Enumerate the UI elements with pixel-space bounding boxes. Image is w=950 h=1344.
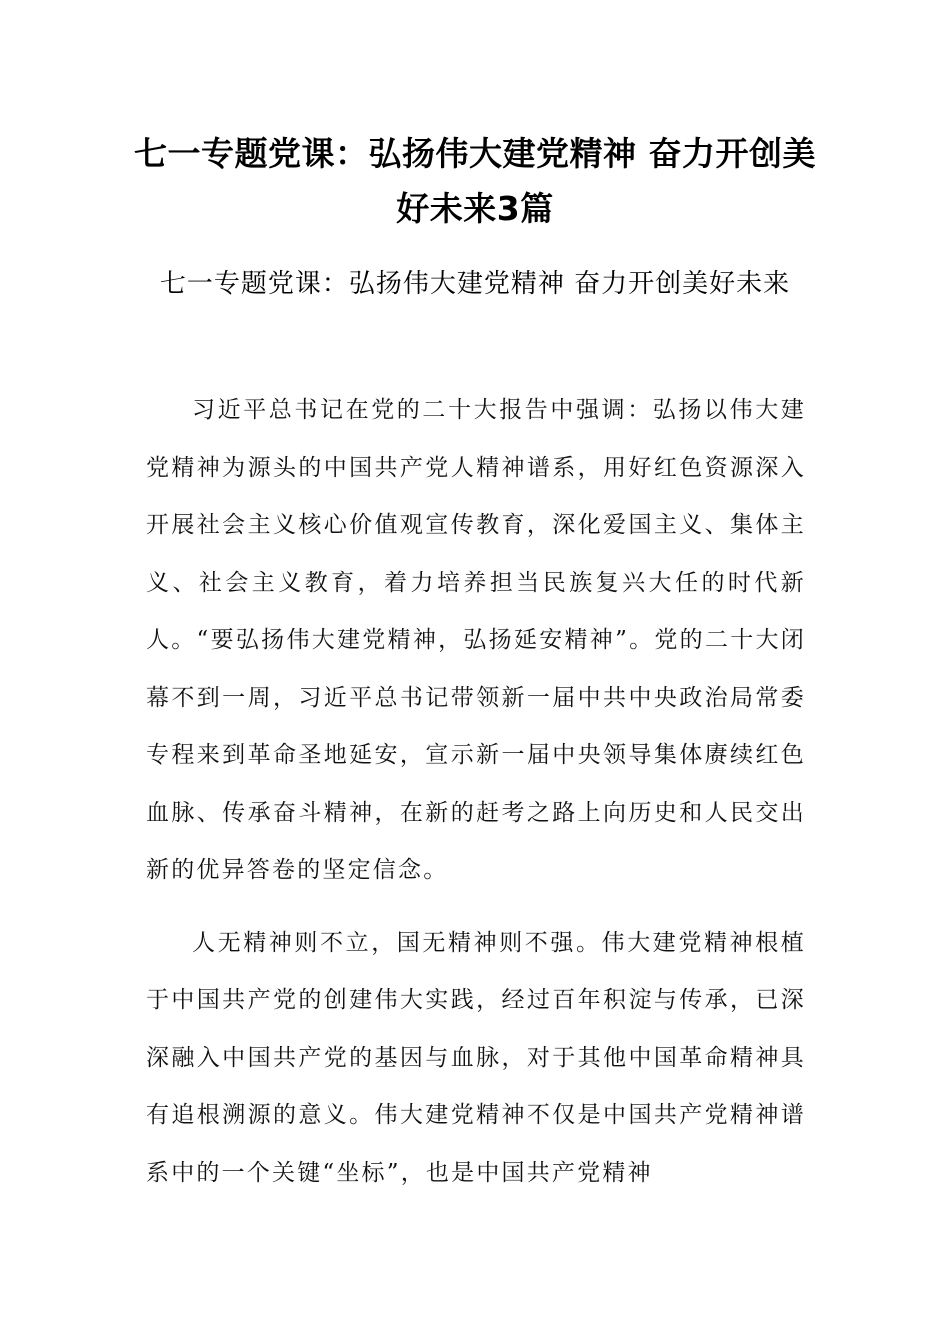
section-title: 七一专题党课：弘扬伟大建党精神 奋力开创美好未来: [159, 269, 791, 299]
document-title: 七一专题党课：弘扬伟大建党精神 奋力开创美好未来3篇: [134, 134, 816, 228]
body-text: [146, 382, 806, 1202]
paragraph-2: 人无精神则不立，国无精神则不强。伟大建党精神根植于中国共产党的创建伟大实践，经过百年积淀与传承，已深深融入中国共产党的基因与血脉，对于其他中国革命精神具有追根溯源的意义。伟大建党精神不仅是中国共产党精神谱系中的一个关键“坐标”，也是中国共产党精神: [146, 929, 806, 1186]
paragraph-1: 习近平总书记在党的二十大报告中强调：弘扬以伟大建党精神为源头的中国共产党人精神谱系，用好红色资源深入开展社会主义核心价值观宣传教育，深化爱国主义、集体主义、社会主义教育，着力培养担当民族复兴大任的时代新人。“要弘扬伟大建党精神，弘扬延安精神”。党的二十大闭幕不到一周，习近平总书记带领新一届中共中央政治局常委专程来到革命圣地延安，宣示新一届中央领导集体赓续红色血脉、传承奋斗精神，在新的赶考之路上向历史和人民交出新的优异答卷的坚定信念。: [146, 397, 806, 883]
